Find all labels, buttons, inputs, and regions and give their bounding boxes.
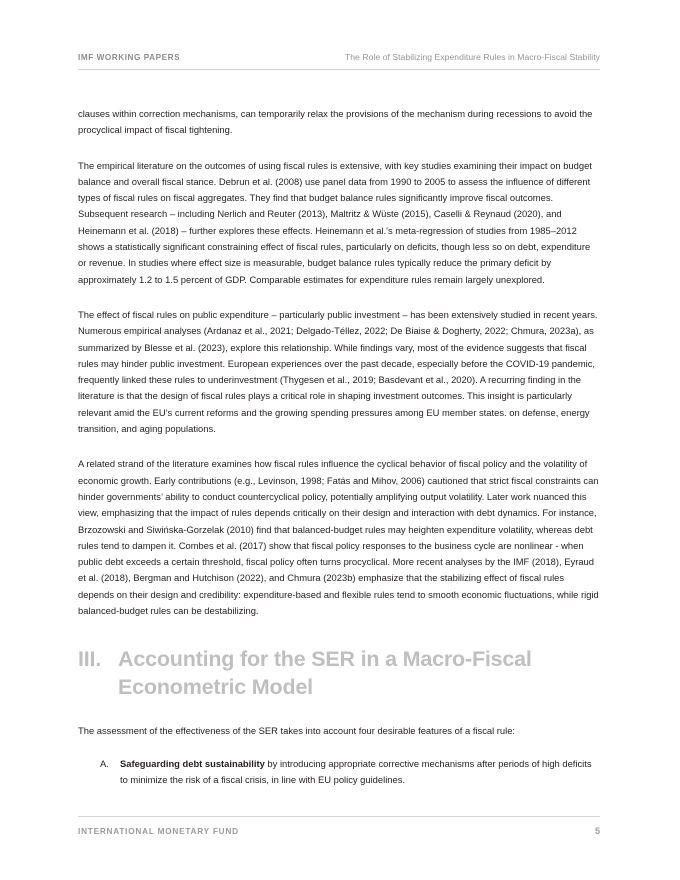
list-item-bold-lead: Safeguarding debt sustainability	[120, 757, 265, 769]
list-item-rest: by introducing appropriate corrective mechanisms after periods of high deficits to minimize the risk of a fiscal crisis, in line with EU policy guidelines.	[120, 757, 592, 785]
list-item-marker: A.	[100, 757, 109, 769]
page-footer	[78, 816, 600, 836]
header-paper-title: The Role of Stabilizing Expenditure Rules in Macro-Fiscal Stability	[344, 52, 600, 62]
section-title: Accounting for the SER in a Macro-Fiscal Econometric Model	[118, 647, 532, 700]
body-paragraph: clauses within correction mechanisms, can temporarily relax the provisions of the mechanism during recessions to avoid the procyclical impact of fiscal tightening.	[78, 108, 593, 136]
footer-organization-label: INTERNATIONAL MONETARY FUND	[78, 827, 239, 836]
page-header	[78, 52, 600, 70]
section-lead-in: The assessment of the effectiveness of the SER takes into account four desirable features of a fiscal rule:	[78, 725, 516, 737]
list-item	[78, 756, 600, 789]
lettered-list	[78, 756, 600, 789]
section-heading	[78, 645, 600, 701]
body-paragraph: The empirical literature on the outcomes of using fiscal rules is extensive, with key studies examining their impact on budget balance and overall fiscal stance. Debrun et al. (2008) use panel data from 1990 to 2005 to assess the influence of different types of fiscal rules on fiscal aggregates. They find that budget balance rules significantly improve fiscal outcomes. Subsequent research – including Nerlich and Reuter (2013), Maltritz & Wüste (2015), Caselli & Reynaud (2020), and Heinemann et al. (2018) – further explores these effects. Heinemann et al.'s meta-regression of studies from 1985–2012 shows a statistically significant constraining effect of fiscal rules, particularly on deficits, though less so on debt, expenditure or revenue. In studies where effect size is measurable, budget balance rules typically reduce the primary deficit by approximately 1.2 to 1.5 percent of GDP. Comparable estimates for expenditure rules remain largely unexplored.	[78, 159, 592, 285]
page-number: 5	[594, 826, 600, 836]
page-content	[78, 106, 600, 798]
body-paragraph: The effect of fiscal rules on public expenditure – particularly public investment – has been extensively studied in recent years. Numerous empirical analyses (Ardanaz et al., 2021; Delgado-Téllez, 2022; De Biaise & Dogherty, 2022; Chmura, 2023a), as summarized by Blesse et al. (2023), explore this relationship. While findings vary, most of the evidence suggests that fiscal rules may hinder public investment. European experiences over the past decade, especially before the COVID-19 pandemic, frequently linked these rules to underinvestment (Thygesen et al., 2019; Basdevant et al., 2020). A recurring finding in the literature is that the design of fiscal rules plays a critical role in shaping investment outcomes. This insight is particularly relevant amid the EU’s current reforms and the growing spending pressures among EU member states. on defense, energy transition, and aging populations.	[78, 308, 598, 435]
body-paragraph: A related strand of the literature examines how fiscal rules influence the cyclical behavior of fiscal policy and the volatility of economic growth. Early contributions (e.g., Levinson, 1998; Fatás and Mihov, 2006) cautioned that strict fiscal constraints can hinder governments’ ability to conduct countercyclical policy, potentially amplifying output volatility. Later work nuanced this view, emphasizing that the impact of rules depends critically on their design and interaction with debt dynamics. For instance, Brzozowski and Siwińska-Gorzelak (2010) find that balanced-budget rules may heighten expenditure volatility, whereas debt rules tend to dampen it. Combes et al. (2017) show that fiscal policy responses to the business cycle are nonlinear - when public debt exceeds a certain threshold, fiscal policy often turns procyclical. More recent analyses by the IMF (2018), Eyraud et al. (2018), Bergman and Hutchison (2022), and Chmura (2023b) emphasize that the stabilizing effect of fiscal rules depends on their design and credibility: expenditure-based and flexible rules tend to smooth economic fluctuations, while rigid balanced-budget rules can be destabilizing.	[78, 458, 599, 617]
header-publication-label: IMF WORKING PAPERS	[78, 53, 181, 62]
list-item-text	[120, 756, 600, 789]
section-number: III.	[78, 647, 102, 672]
